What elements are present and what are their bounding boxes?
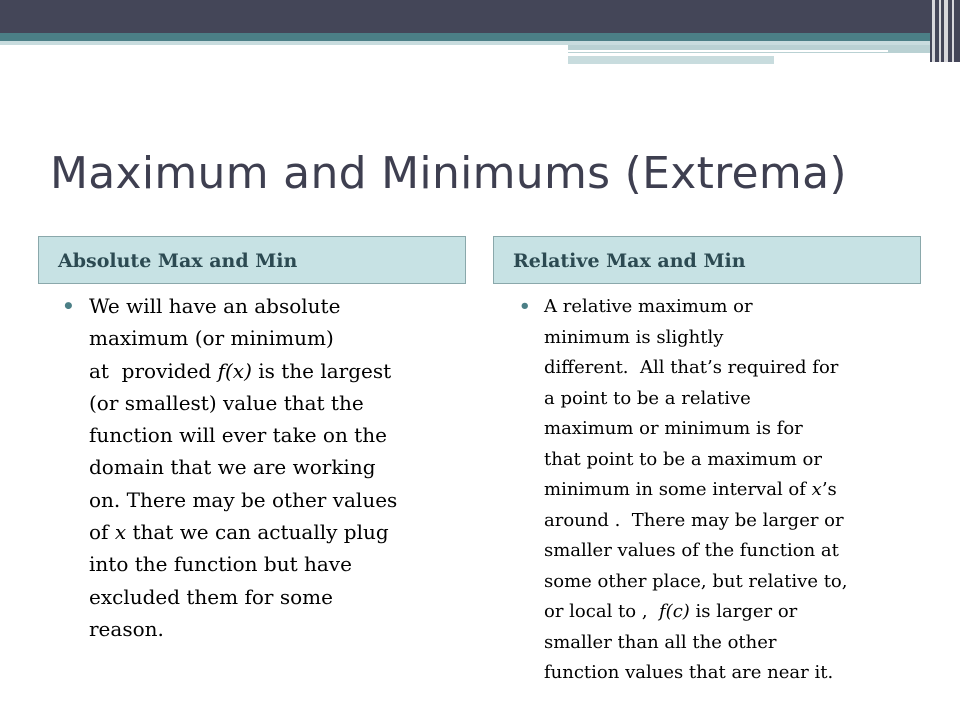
header-band-dark (0, 0, 960, 33)
bullet-relative (519, 292, 914, 689)
math-x: x (114, 520, 127, 545)
math-fx: f(x) (217, 358, 252, 383)
column-header-absolute: Absolute Max and Min (38, 236, 466, 284)
text-line: a point to be a relative (544, 387, 751, 409)
text-line: function will ever take on the (89, 423, 387, 448)
text-line: on. There may be other values (89, 487, 398, 512)
stripe (944, 0, 948, 62)
text-line: minimum is slightly (544, 326, 724, 348)
text-fragment: is the largest (251, 358, 392, 383)
bullet-dot-icon: • (62, 294, 75, 318)
text-line: domain that we are working (89, 455, 376, 480)
text-line: A relative maximum or (544, 296, 753, 317)
text-fragment: ’s (821, 479, 837, 500)
text-line: (or smallest) value that the (89, 390, 364, 415)
text-line: around . There may be larger or (544, 509, 844, 531)
text-fragment: is larger or (689, 601, 798, 622)
text-line: We will have an absolute (89, 294, 341, 318)
text-line: maximum (or minimum) (89, 326, 334, 351)
stripe (952, 0, 954, 62)
text-line: that point to be a maximum or (544, 448, 822, 470)
text-line: smaller than all the other (544, 631, 777, 653)
stripe (939, 0, 941, 62)
text-line: into the function but have (89, 552, 352, 577)
text-line: function values that are near it. (544, 662, 834, 683)
text-line: different. All that’s required for (544, 357, 839, 378)
text-fragment: at provided (89, 358, 218, 383)
bullet-text (62, 290, 457, 645)
text-line: smaller values of the function at (544, 540, 839, 561)
text-line: excluded them for some (89, 584, 333, 609)
bullet-absolute (62, 290, 457, 645)
text-fragment: of (89, 520, 115, 545)
header-band-teal (0, 33, 930, 41)
math-fc: f(c) (659, 601, 690, 622)
text-fragment: minimum in some interval of (544, 479, 812, 500)
math-x: x (811, 479, 822, 500)
text-line: reason. (89, 616, 164, 641)
text-fragment: that we can actually plug (126, 520, 389, 545)
bullet-text (519, 292, 914, 689)
text-line: maximum or minimum is for (544, 418, 803, 439)
text-line: some other place, but relative to, (544, 570, 848, 592)
header-vertical-stripes (930, 0, 960, 62)
header-band-accent-short (568, 56, 774, 64)
bullet-dot-icon: • (519, 296, 531, 317)
stripe (932, 0, 935, 62)
column-header-relative: Relative Max and Min (493, 236, 921, 284)
slide-title: Maximum and Minimums (Extrema) (50, 148, 847, 199)
text-fragment: or local to , (544, 601, 660, 622)
header-band-rule (568, 50, 888, 52)
